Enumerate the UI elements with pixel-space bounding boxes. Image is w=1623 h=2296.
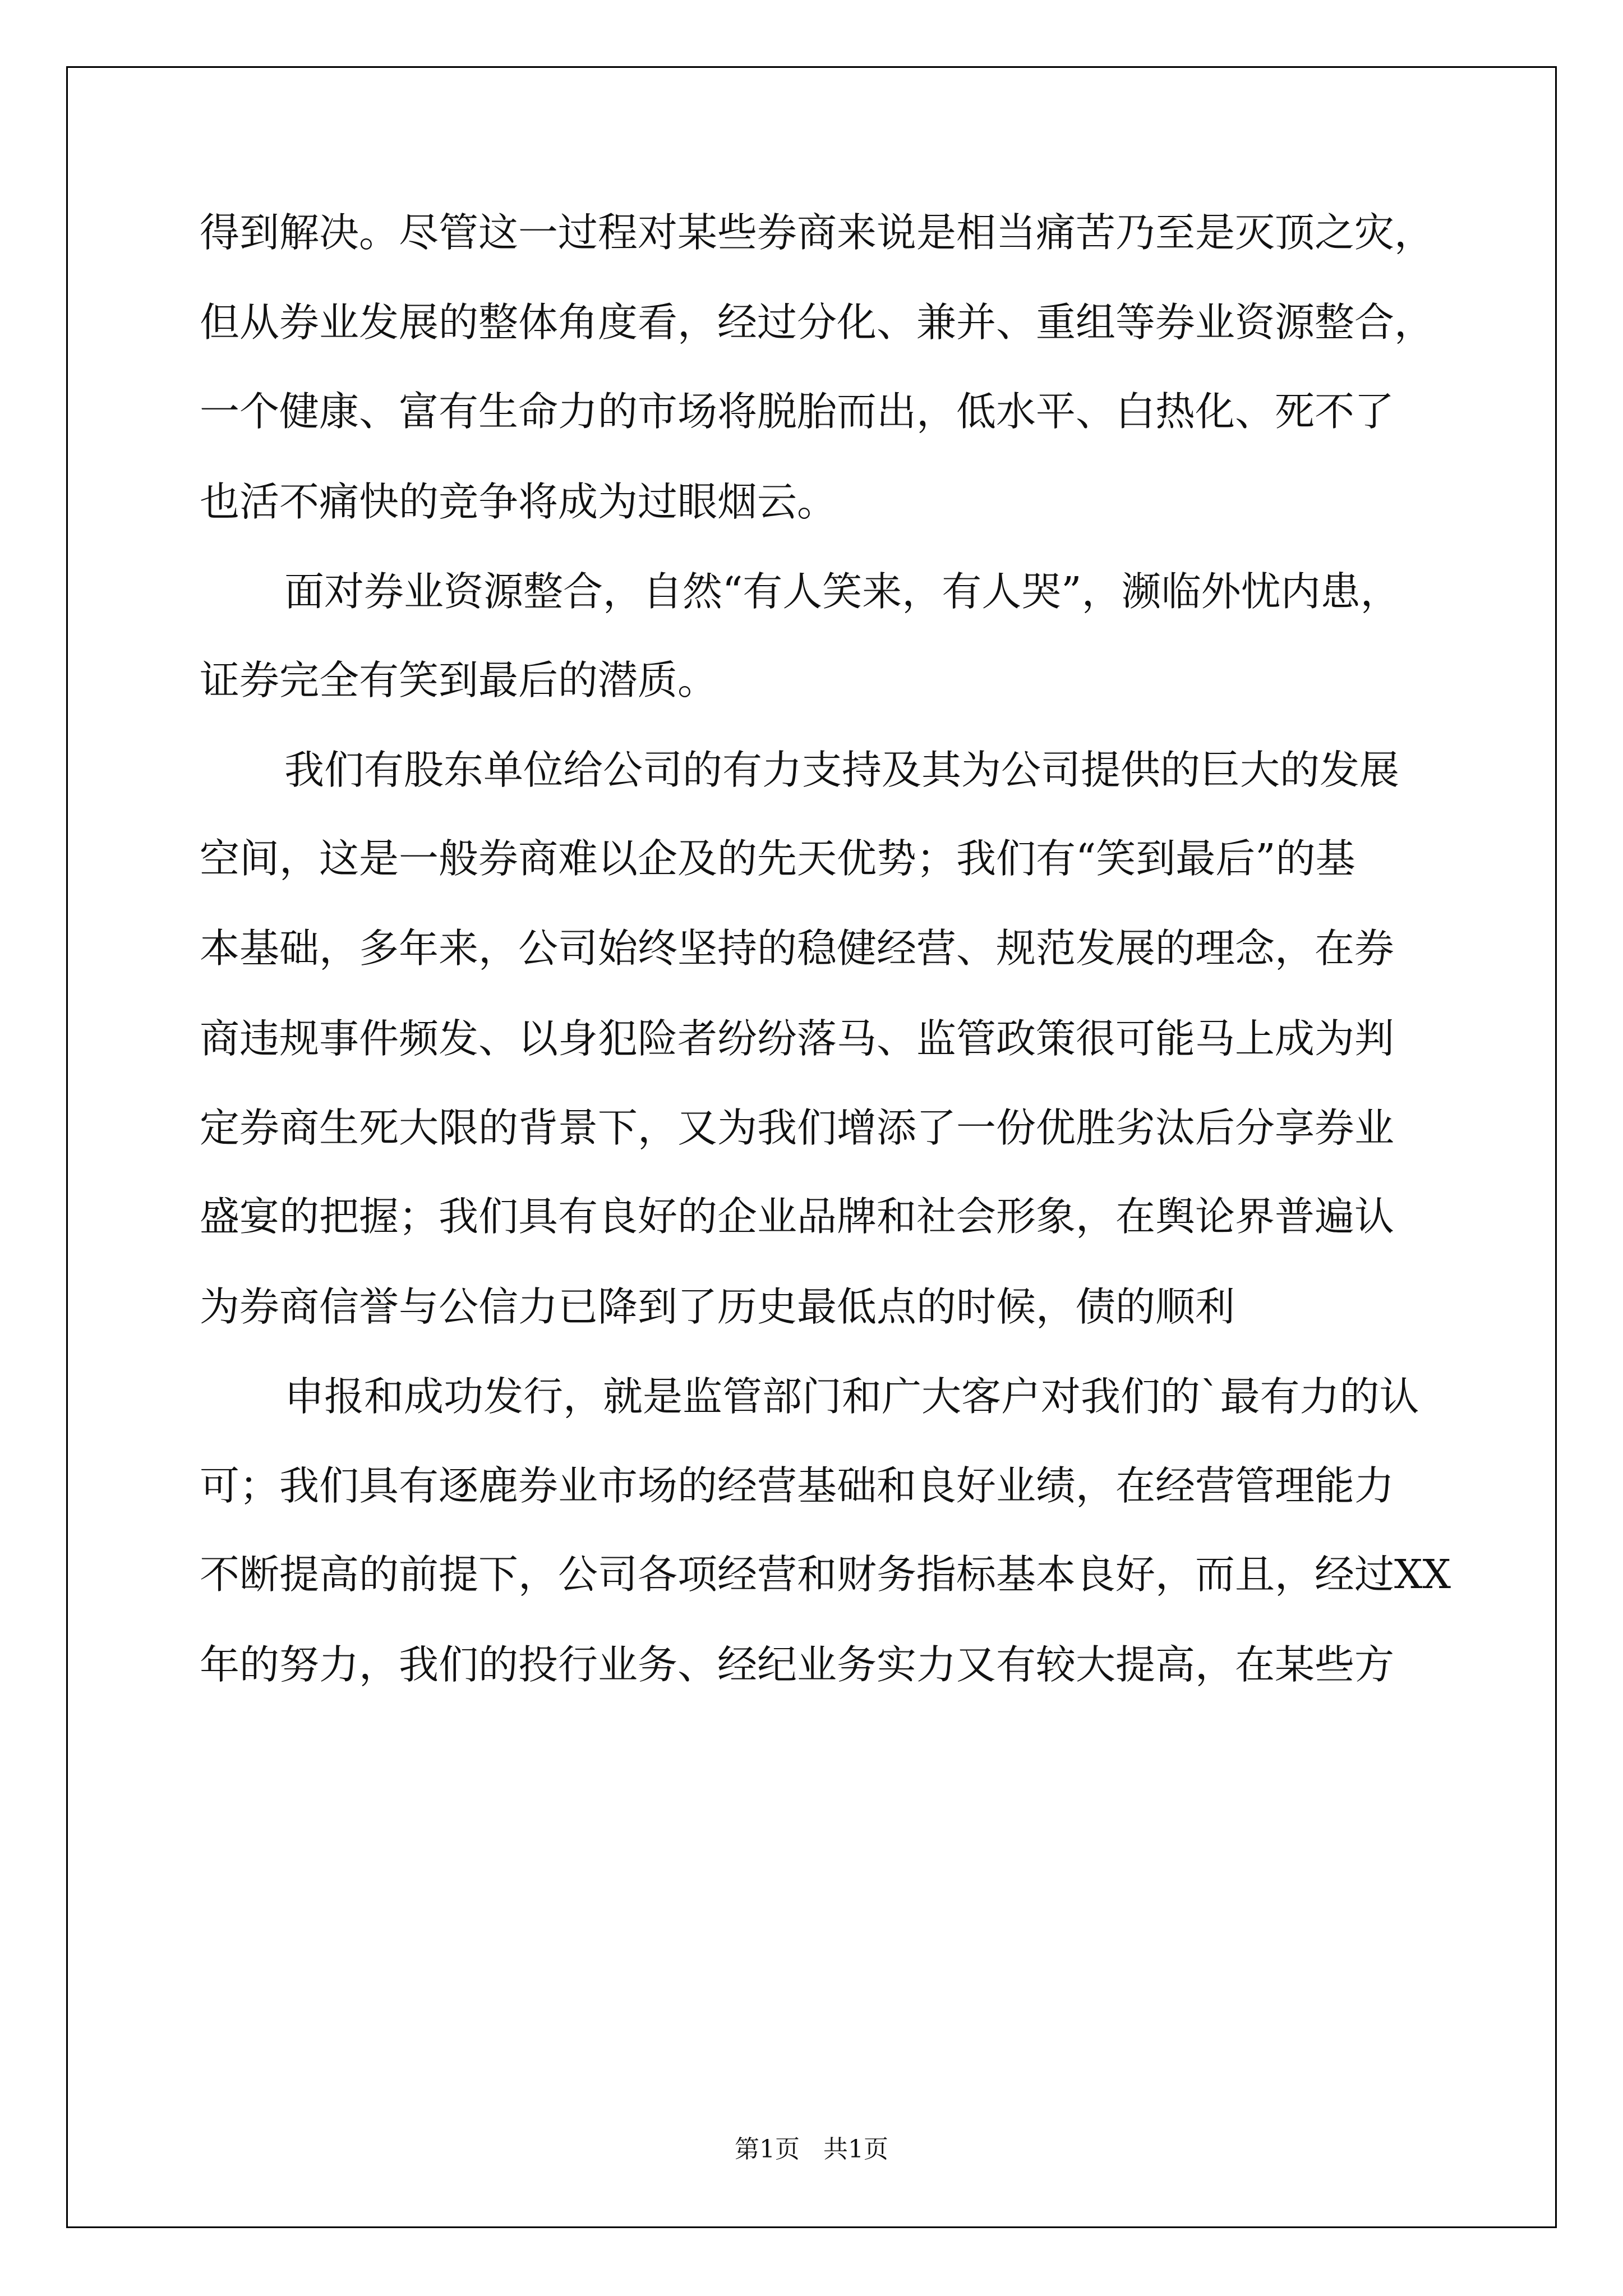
paragraph-4-line-1: 申报和成功发行，就是监管部门和广大客户对我们的`最有力的认 <box>284 1373 1419 1420</box>
paragraph-2-line-2: 证券完全有笑到最后的潜质。 <box>200 657 718 703</box>
paragraph-4-line-3: 不断提高的前提下，公司各项经营和财务指标基本良好，而且，经过XX <box>200 1551 1451 1598</box>
paragraph-2-line-1: 面对券业资源整合，自然“有人笑来，有人哭”，濒临外忧内患， <box>284 568 1400 615</box>
paragraph-3-line-7: 为券商信誉与公信力已降到了历史最低点的时候，债的顺利 <box>200 1283 1235 1330</box>
paragraph-4-line-2: 可；我们具有逐鹿券业市场的经营基础和良好业绩，在经营管理能力 <box>200 1462 1395 1509</box>
page-number-footer: 第1页 共1页 <box>735 2135 888 2164</box>
body-line-2: 但从券业发展的整体角度看，经过分化、兼并、重组等券业资源整合， <box>200 299 1435 346</box>
paragraph-3-line-1: 我们有股东单位给公司的有力支持及其为公司提供的巨大的发展 <box>284 747 1400 793</box>
body-line-3: 一个健康、富有生命力的市场将脱胎而出，低水平、白热化、死不了 <box>200 388 1395 435</box>
body-line-4: 也活不痛快的竞争将成为过眼烟云。 <box>200 478 837 525</box>
paragraph-3-line-2: 空间，这是一般券商难以企及的先天优势；我们有“笑到最后”的基 <box>200 835 1355 882</box>
paragraph-3-line-5: 定券商生死大限的背景下，又为我们增添了一份优胜劣汰后分享券业 <box>200 1105 1395 1151</box>
paragraph-3-line-6: 盛宴的把握；我们具有良好的企业品牌和社会形象，在舆论界普遍认 <box>200 1193 1395 1240</box>
paragraph-3-line-4: 商违规事件频发、以身犯险者纷纷落马、监管政策很可能马上成为判 <box>200 1015 1395 1062</box>
paragraph-3-line-3: 本基础，多年来，公司始终坚持的稳健经营、规范发展的理念，在券 <box>200 925 1395 972</box>
body-line-1: 得到解决。尽管这一过程对某些券商来说是相当痛苦乃至是灭顶之灾， <box>200 209 1435 256</box>
paragraph-4-line-4: 年的努力，我们的投行业务、经纪业务实力又有较大提高，在某些方 <box>200 1641 1395 1688</box>
